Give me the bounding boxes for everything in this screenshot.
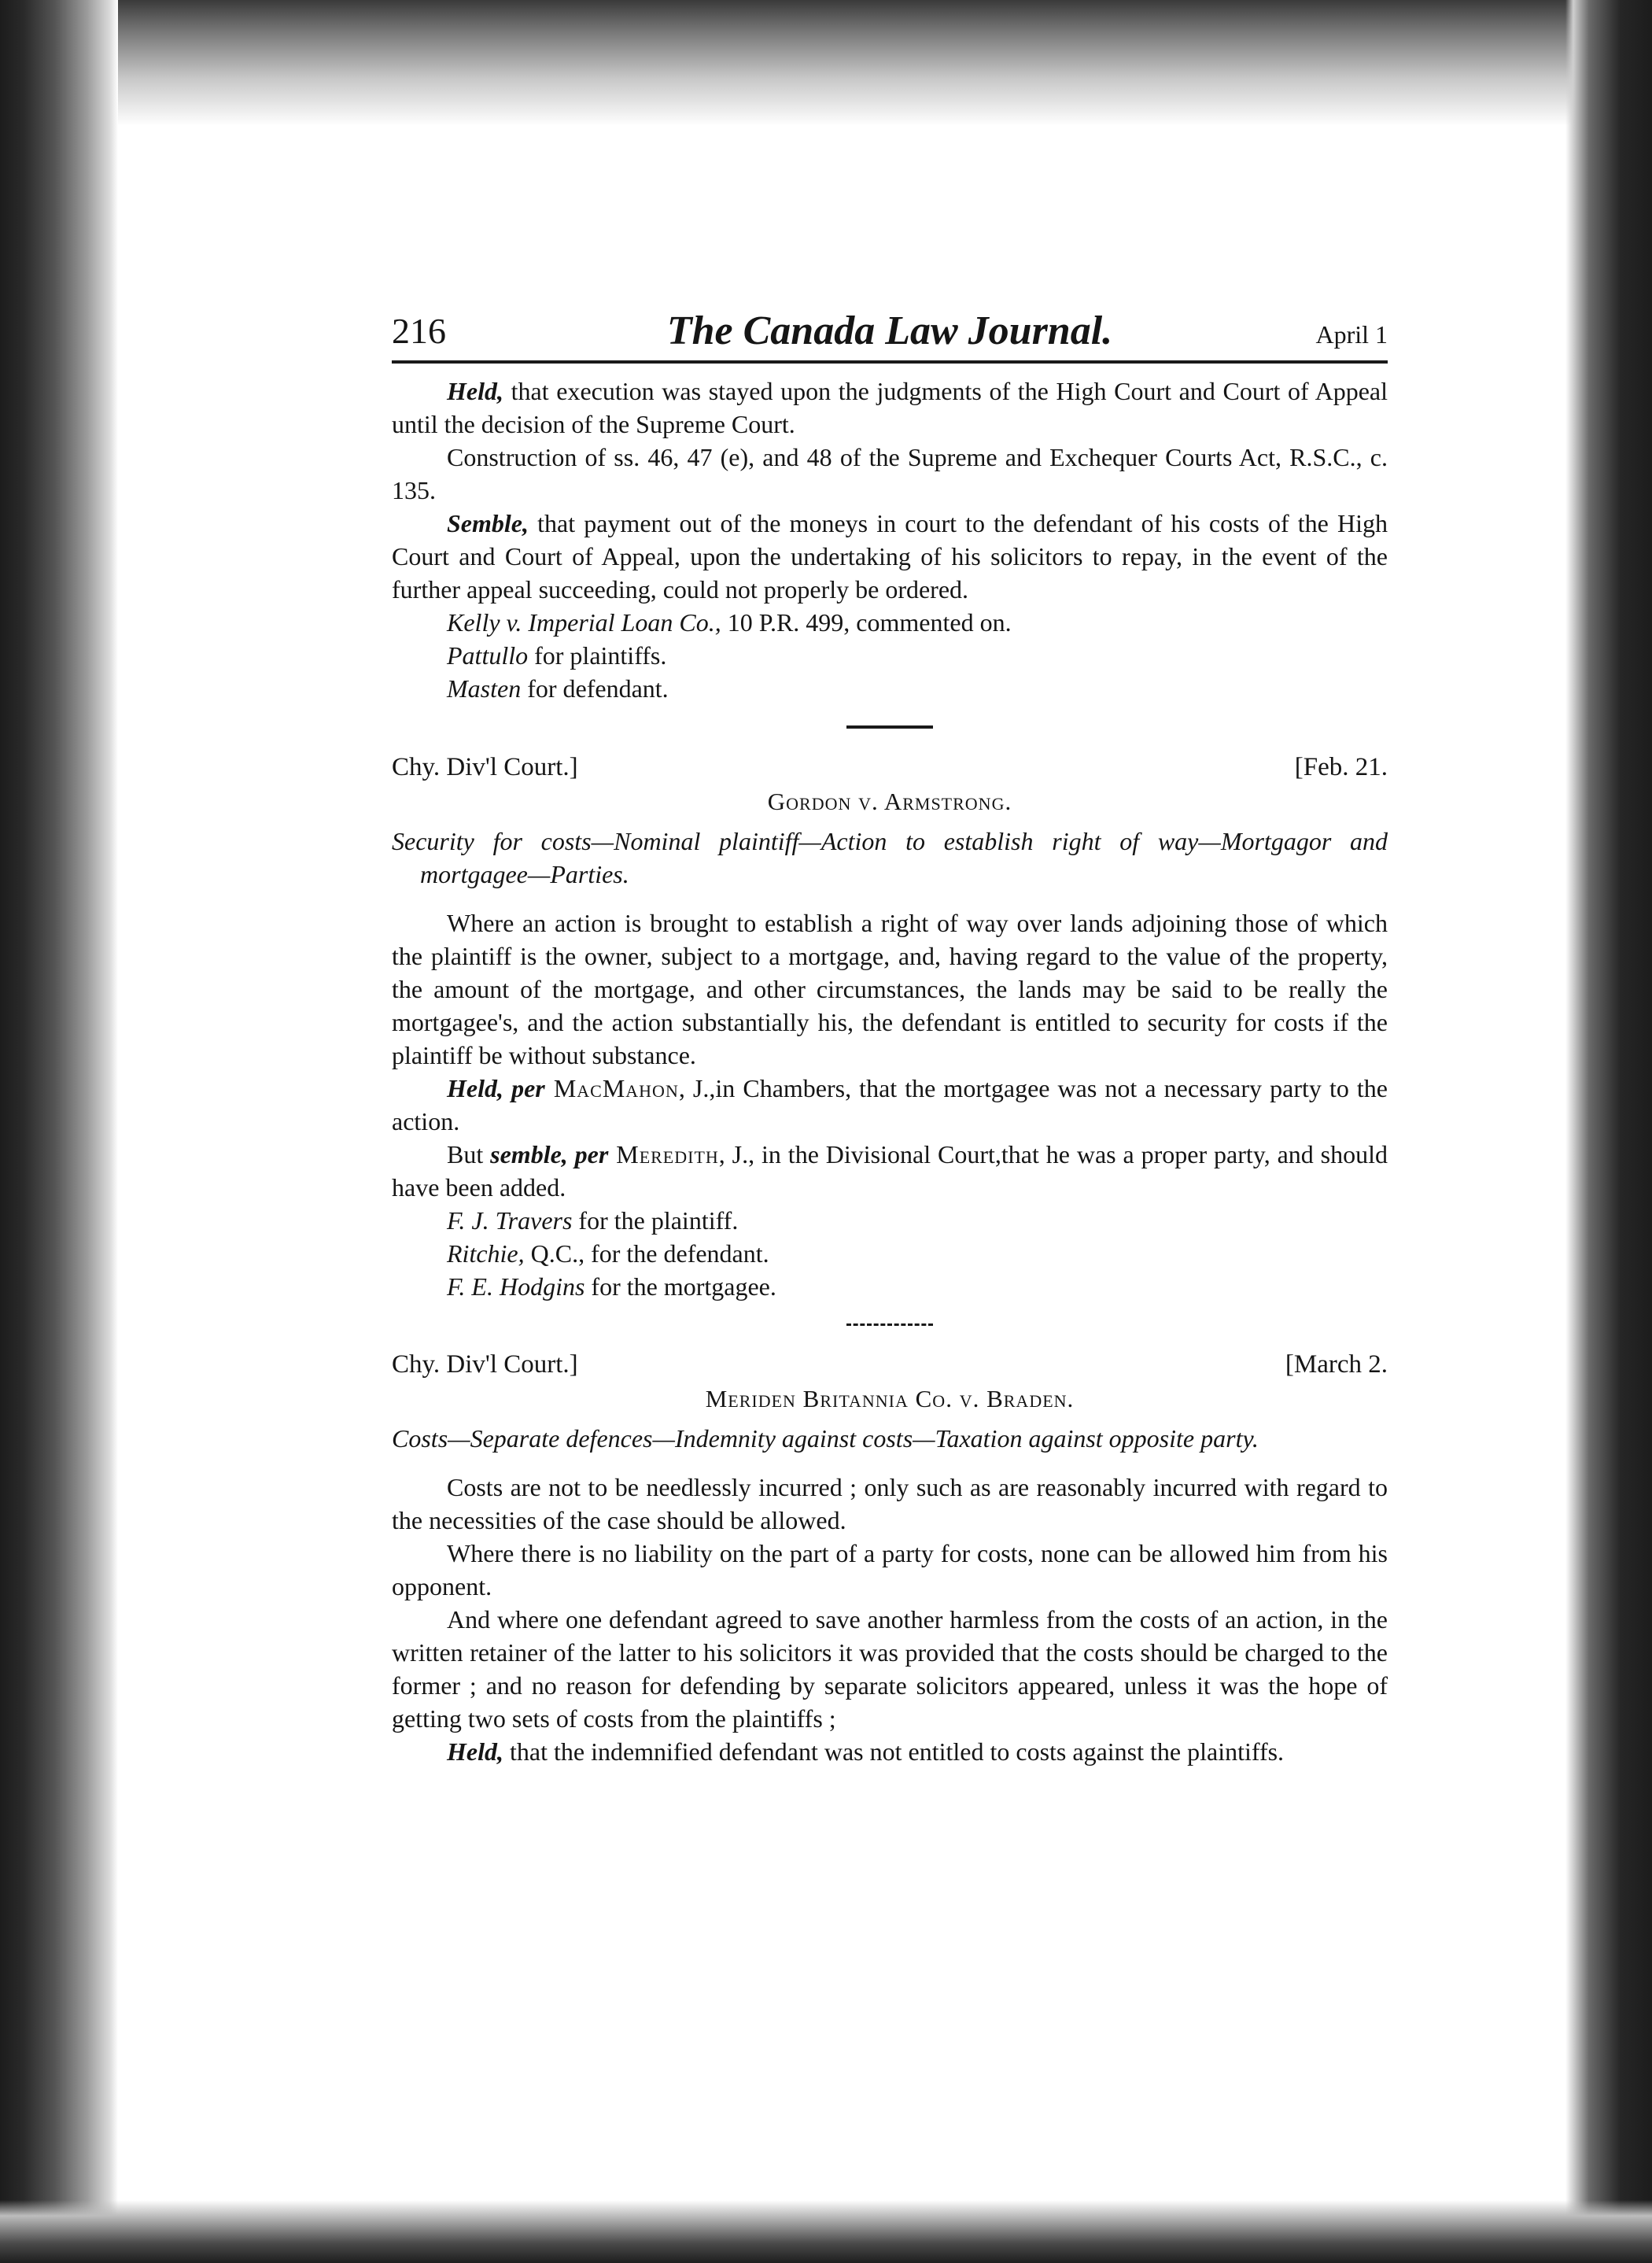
page-number: 216 xyxy=(392,311,446,351)
case2-date: [Feb. 21. xyxy=(1294,753,1388,781)
case2-paragraph: Where an action is brought to establish a right of way over lands adjoining those of which the plaintiff is the owner, subject to a mortgage, and, having regard to the value of the property, the amount of the mortgage, and other circumstances, the lands may be said to be really the mortgagee's, and the action substantially his, the defendant is entitled to security for costs if the plaintiff be without substance. xyxy=(392,909,1388,1069)
issue-date: April 1 xyxy=(1315,320,1388,349)
case3-paragraph-2: Where there is no liability on the part of a party for costs, none can be allowed him from his opponent. xyxy=(392,1539,1388,1600)
scan-edge-bottom xyxy=(0,2200,1652,2263)
case3-title: Meriden Britannia Co. v. Braden. xyxy=(705,1385,1075,1412)
case3-held-paragraph: Held, that the indemnified defendant was not entitled to costs against the plaintiffs. xyxy=(447,1737,1285,1766)
case2-counsel-plaintiff: F. J. Travers for the plaintiff. xyxy=(447,1206,739,1235)
case3-court-line xyxy=(392,1348,1388,1383)
scan-edge-left xyxy=(0,0,118,2263)
case1-counsel-plaintiffs: Pattullo for plaintiffs. xyxy=(447,641,667,670)
case2-counsel-mortgagee: F. E. Hodgins for the mortgagee. xyxy=(447,1272,776,1301)
page-body xyxy=(392,364,1388,1768)
section-divider xyxy=(846,1323,933,1326)
case1-counsel-defendant: Masten for defendant. xyxy=(447,674,669,703)
case1-semble-paragraph: Semble, that payment out of the moneys in court to the defendant of his costs of the High Court and Court of Appeal, upon the undertaking of his solicitors to repay, in the event of the further appeal succeeding, could not properly be ordered. xyxy=(392,509,1388,604)
case2-court: Chy. Div'l Court.] xyxy=(392,753,578,781)
scan-edge-right xyxy=(1565,0,1652,2263)
case2-headnote: Security for costs—Nominal plaintiff—Action to establish right of way—Mortgagor and mortgagee—Parties. xyxy=(392,827,1388,888)
case2-title: Gordon v. Armstrong. xyxy=(767,788,1012,815)
case3-paragraph-1: Costs are not to be needlessly incurred ; only such as are reasonably incurred with regard to the necessities of the case should be allowed. xyxy=(392,1473,1388,1534)
section-divider xyxy=(846,725,933,729)
case2-held-paragraph: Held, per MacMahon, J.,in Chambers, that the mortgagee was not a necessary party to the action. xyxy=(392,1074,1388,1135)
case3-paragraph-3: And where one defendant agreed to save another harmless from the costs of an action, in the written retainer of the latter to his solicitors it was provided that the costs should be charged to the former ; and no reason for defending by separate solicitors appeared, unless it was the hope of getting two sets of costs from the plaintiffs ; xyxy=(392,1605,1388,1733)
case3-court: Chy. Div'l Court.] xyxy=(392,1350,578,1379)
case2-court-line xyxy=(392,751,1388,785)
journal-page xyxy=(392,310,1388,1768)
case1-construction-paragraph: Construction of ss. 46, 47 (e), and 48 of the Supreme and Exchequer Courts Act, R.S.C., c. 135. xyxy=(392,443,1388,504)
case1-held-paragraph: Held, that execution was stayed upon the judgments of the High Court and Court of Appeal until the decision of the Supreme Court. xyxy=(392,377,1388,438)
page-header xyxy=(392,310,1388,364)
scan-edge-top xyxy=(0,0,1652,126)
case3-date: [March 2. xyxy=(1285,1350,1388,1379)
case2-counsel-defendant: Ritchie, Q.C., for the defendant. xyxy=(447,1239,769,1268)
case1-cited-case: Kelly v. Imperial Loan Co., 10 P.R. 499, commented on. xyxy=(447,608,1012,637)
case2-semble-paragraph: But semble, per Meredith, J., in the Divisional Court,that he was a proper party, and should have been added. xyxy=(392,1140,1388,1202)
case3-headnote: Costs—Separate defences—Indemnity against costs—Taxation against opposite party. xyxy=(392,1424,1259,1453)
journal-title: The Canada Law Journal. xyxy=(666,308,1113,353)
